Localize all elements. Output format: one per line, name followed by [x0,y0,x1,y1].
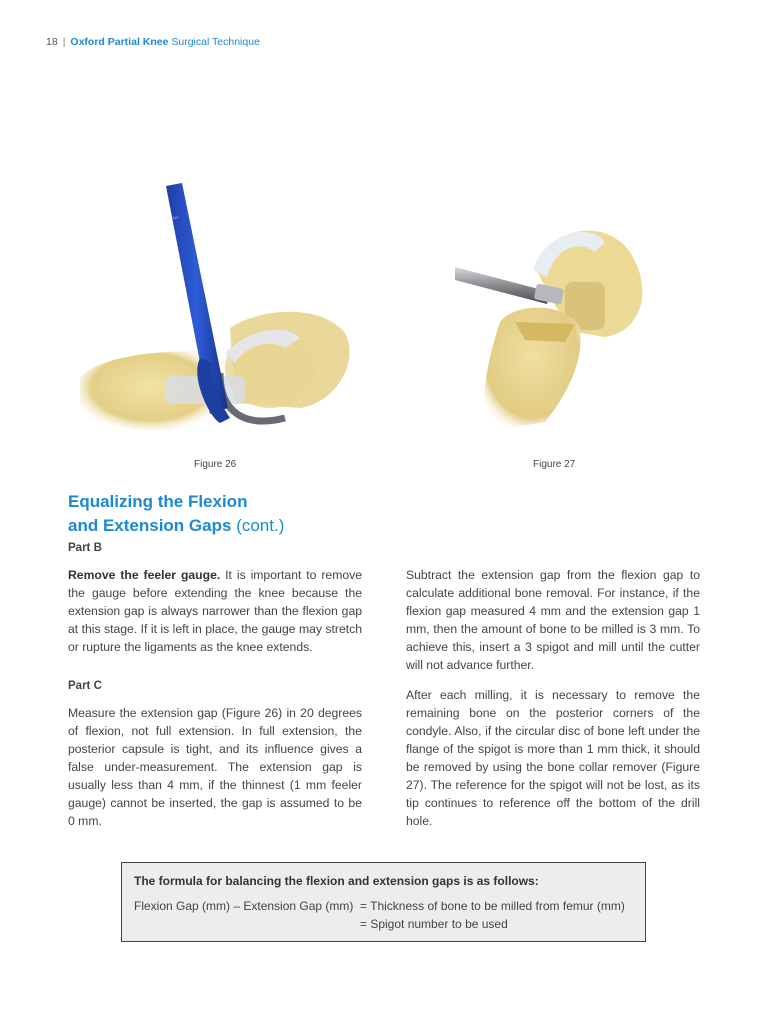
section-title-line1: Equalizing the Flexion [68,492,248,511]
formula-rhs-2: = Spigot number to be used [360,917,508,931]
figure-26-illustration [70,178,370,448]
part-b-heading: Part B [68,542,102,554]
part-c-heading: Part C [68,680,102,692]
header-brand: Oxford Partial Knee [70,36,169,48]
formula-rhs-1: = Thickness of bone to be milled from femur (mm) [360,899,625,913]
page-number: 18 [46,36,58,48]
right-paragraph-1: Subtract the extension gap from the flexion gap to calculate additional bone removal. For instance, if the flexion gap measured 4 mm and the extension gap 1 mm, then the amount of bone to be milled is 3 mm. To achieve this, insert a 3 spigot and mill until the cutter will not advance further. [406,568,700,672]
figure-27-illustration [455,222,665,442]
part-b-text: It is important to remove the gauge before extending the knee because the extension gap is always narrower than the flexion gap at this stage. If it is left in place, the gauge may stretch or rupture the ligaments as the knee extends. [68,568,363,654]
running-header [46,36,260,48]
formula-lhs: Flexion Gap (mm) – Extension Gap (mm) [134,899,354,913]
part-b-paragraph [68,566,362,656]
svg-text:3: 3 [171,214,179,221]
header-subtitle: Surgical Technique [171,36,260,48]
header-separator: | [62,36,66,48]
figure-26-caption: Figure 26 [194,459,237,470]
formula-box [121,862,646,942]
section-title [68,490,284,538]
formula-title: The formula for balancing the flexion and extension gaps is as follows: [134,874,539,888]
section-title-line2 [68,514,284,538]
part-b-lead: Remove the feeler gauge. [68,568,221,582]
part-c-paragraph: Measure the extension gap (Figure 26) in 20 degrees of flexion, not full extension. In full extension, the posterior capsule is tight, and its influence gives a false under-measurement. The extension gap is usually less than 4 mm, if the thinnest (1 mm feeler gauge) cannot be inserted, the gap is assumed to be 0 mm. [68,706,362,828]
right-paragraph-2: After each milling, it is necessary to remove the remaining bone on the posterior corners of the condyle. Also, if the circular disc of bone left under the flange of the spigot is more than 1 mm thick, it should be removed by using the bone collar remover (Figure 27). The reference for the spigot will not be lost, as its tip continues to reference off the bottom of the drill hole. [406,688,700,828]
section-title-line2-text: and Extension Gaps [68,516,232,535]
figure-27-caption: Figure 27 [533,459,576,470]
section-title-suffix: (cont.) [236,516,285,535]
